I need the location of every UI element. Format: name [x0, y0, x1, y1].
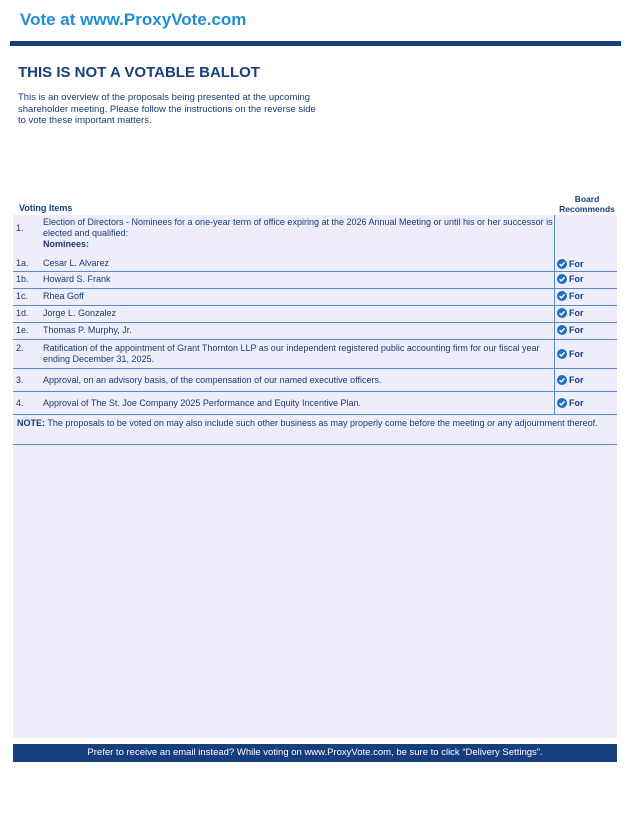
row-divider: [13, 368, 617, 369]
check-circle-icon: [557, 259, 567, 269]
recommendation: [557, 259, 584, 269]
recommendation-label: For: [569, 375, 584, 385]
item-number: 4.: [16, 398, 24, 408]
item-number: 1e.: [16, 325, 29, 335]
table-row: [13, 324, 617, 338]
check-circle-icon: [557, 349, 567, 359]
table-row: [13, 273, 617, 287]
delivery-settings-banner: Prefer to receive an email instead? While voting on www.ProxyVote.com, be sure to click “Delivery Settings”.: [13, 744, 617, 762]
row-divider: [13, 322, 617, 323]
header-rule: [10, 41, 621, 46]
item-text: Election of Directors - Nominees for a one-year term of office expiring at the 2026 Annual Meeting or until his or her successor is elected and qualified:: [43, 217, 553, 238]
item-text: Jorge L. Gonzalez: [43, 308, 117, 318]
recommendation: [557, 375, 584, 385]
recommendation-label: For: [569, 398, 584, 408]
check-circle-icon: [557, 375, 567, 385]
item-number: 3.: [16, 375, 24, 385]
table-row: [13, 307, 617, 321]
note-divider: [13, 444, 617, 445]
table-row: [13, 393, 617, 413]
recommendation: [557, 308, 584, 318]
recommendation-label: For: [569, 274, 584, 284]
note-text: [17, 418, 607, 429]
row-divider: [13, 305, 617, 306]
check-circle-icon: [557, 308, 567, 318]
intro-text: This is an overview of the proposals being presented at the upcoming shareholder meeting. Please follow the instructions on the reverse side to vote these important matters.: [18, 92, 316, 126]
item-text: Ratification of the appointment of Grant Thornton LLP as our independent registered public accounting firm for our fiscal year ending December 31, 2025.: [43, 343, 540, 364]
item-text: Approval of The St. Joe Company 2025 Performance and Equity Incentive Plan.: [43, 398, 362, 408]
item-number: 1b.: [16, 274, 29, 284]
row-divider: [13, 339, 617, 340]
item-text: Howard S. Frank: [43, 274, 111, 284]
recommendation: [557, 274, 584, 284]
recommendation: [557, 398, 584, 408]
voting-items-header: Voting Items: [19, 203, 73, 213]
table-row: [13, 342, 617, 368]
recommendation-label: For: [569, 308, 584, 318]
recommendation-label: For: [569, 349, 584, 359]
row-divider: [13, 391, 617, 392]
proxyvote-header: Vote at www.ProxyVote.com: [20, 10, 247, 29]
row-divider: [13, 271, 617, 272]
nominees-label: Nominees:: [43, 239, 90, 249]
board-recommends-header: [556, 194, 618, 214]
note-label: NOTE:: [17, 418, 45, 428]
item-number: 1a.: [16, 258, 29, 268]
check-circle-icon: [557, 274, 567, 284]
note-body: The proposals to be voted on may also include such other business as may properly come before the meeting or any adjournment thereof.: [45, 418, 598, 428]
item-text: Cesar L. Alvarez: [43, 258, 110, 268]
check-circle-icon: [557, 398, 567, 408]
table-row: [13, 290, 617, 304]
check-circle-icon: [557, 325, 567, 335]
item-text: Rhea Goff: [43, 291, 84, 301]
check-circle-icon: [557, 291, 567, 301]
board-label: Board: [574, 194, 600, 204]
table-row: [13, 257, 617, 271]
recommendation-label: For: [569, 325, 584, 335]
item-number: 1d.: [16, 308, 29, 318]
recommendation: [557, 349, 584, 359]
row-divider: [13, 288, 617, 289]
item-text: Thomas P. Murphy, Jr.: [43, 325, 132, 335]
recommendation: [557, 291, 584, 301]
table-row: [13, 370, 617, 390]
recommendation: [557, 325, 584, 335]
item-text: Approval, on an advisory basis, of the compensation of our named executive officers.: [43, 375, 382, 385]
item-number: 1c.: [16, 291, 29, 301]
item-number: 2.: [16, 343, 24, 353]
item-1-row: [13, 217, 617, 257]
recommendation-label: For: [569, 291, 584, 301]
page-title: THIS IS NOT A VOTABLE BALLOT: [18, 64, 260, 81]
recommends-label: Recommends: [559, 204, 615, 214]
recommendation-label: For: [569, 259, 584, 269]
row-divider: [13, 414, 617, 415]
item-number: 1.: [16, 223, 24, 233]
